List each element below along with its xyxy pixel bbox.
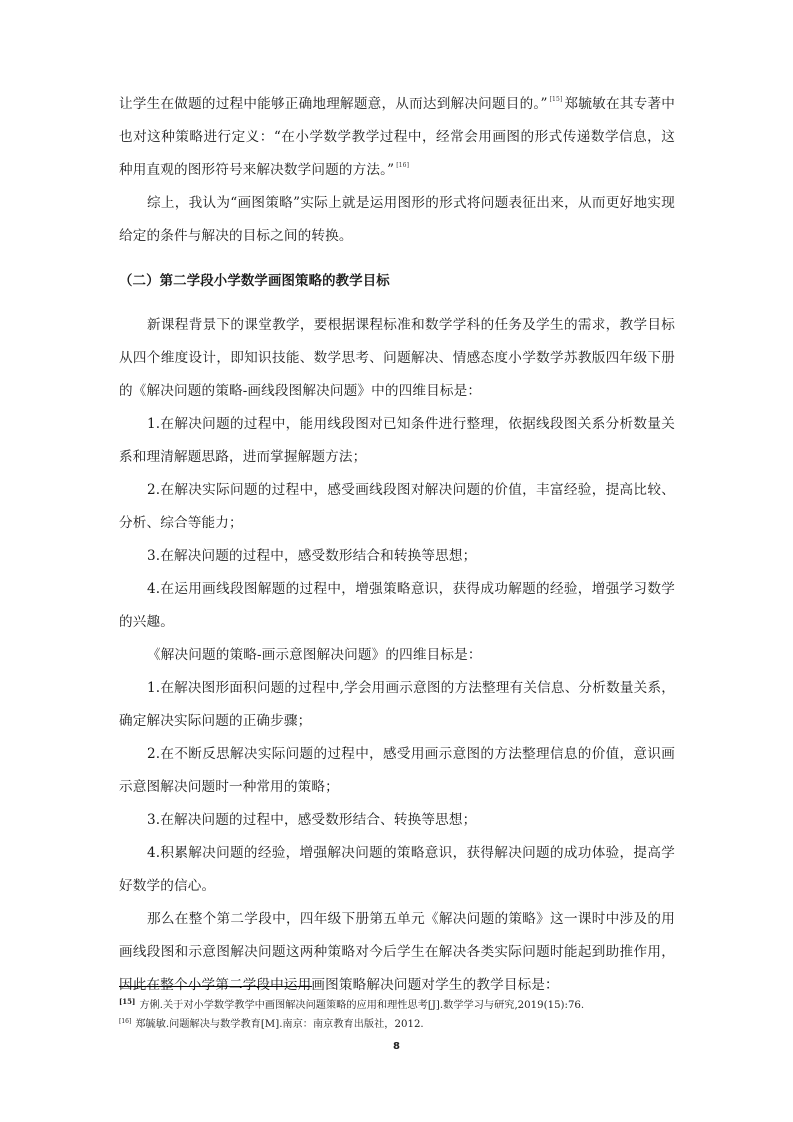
quote-text: 让学生在做题的过程中能够正确地理解题意，从而达到解决问题目的。” xyxy=(119,96,548,112)
citation-16: [16] xyxy=(396,162,410,169)
paragraph-conclusion: 那么在整个第二学段中，四年级下册第五单元《解决问题的策略》这一课时中涉及的用画线段图和示意图解决问题这两种策略对今后学生在解决各类实际问题时能起到助推作用，因此在整个小学第二学段中运用画图策略解决问题对学生的教学目标是： xyxy=(119,911,675,993)
body-text xyxy=(119,88,675,1002)
citation-15: [15] xyxy=(549,96,563,103)
section-heading: （二）第二学段小学数学画图策略的教学目标 xyxy=(119,274,390,289)
goal-item: 1.在解决问题的过程中，能用线段图对已知条件进行整理，依据线段图关系分析数量关系和理清解题思路，进而掌握解题方法； xyxy=(119,416,675,465)
footnote-mark: [15] xyxy=(119,997,136,1006)
goal-item: 2.在解决实际问题的过程中，感受画线段图对解决问题的价值，丰富经验，提高比较、分析、综合等能力； xyxy=(119,482,675,531)
goal-item: 3.在解决问题的过程中，感受数形结合、转换等思想； xyxy=(147,812,477,828)
footnote-text: 郑毓敏.问题解决与数学教育[M].南京：南京教育出版社，2012. xyxy=(135,1019,424,1030)
footnote-divider xyxy=(119,986,312,987)
paragraph-intro: 新课程背景下的课堂教学，要根据课程标准和数学学科的任务及学生的需求，教学目标从四个维度设计，即知识技能、数学思考、问题解决、情感态度小学数学苏教版四年级下册的《解决问题的策略-画线段图解决问题》中的四维目标是： xyxy=(119,317,675,399)
footnote-item xyxy=(119,994,679,1014)
definition-text: 郑毓敏在其专著中也对这种策略进行定义：“在小学数学教学过程中，经常会用画图的形式传递数学信息，这种用直观的图形符号来解决数学问题的方法。” xyxy=(119,96,676,178)
footnote-item xyxy=(119,1014,679,1033)
goal-item: 4.积累解决问题的经验，增强解决问题的策略意识，获得解决问题的成功体验，提高学好数学的信心。 xyxy=(119,845,675,894)
footnotes xyxy=(119,994,679,1033)
footnote-mark: [16] xyxy=(119,1018,132,1025)
paragraph-second-intro: 《解决问题的策略-画示意图解决问题》的四维目标是： xyxy=(147,647,482,663)
goal-item: 4.在运用画线段图解题的过程中，增强策略意识，获得成功解题的经验，增强学习数学的兴趣。 xyxy=(119,581,675,630)
footnote-text: 方俐.关于对小学数学教学中画图解决问题策略的应用和理性思考[J].数学学习与研究,2019(15):76. xyxy=(139,1000,585,1011)
paragraph-summary: 综上，我认为“画图策略”实际上就是运用图形的形式将问题表征出来，从而更好地实现给定的条件与解决的目标之间的转换。 xyxy=(119,195,675,244)
goal-item: 1.在解决图形面积问题的过程中,学会用画示意图的方法整理有关信息、分析数量关系，确定解决实际问题的正确步骤； xyxy=(119,680,675,729)
page-number: 8 xyxy=(393,1041,400,1052)
goal-item: 3.在解决问题的过程中，感受数形结合和转换等思想； xyxy=(147,548,477,564)
goal-item: 2.在不断反思解决实际问题的过程中，感受用画示意图的方法整理信息的价值，意识画示意图解决问题时一种常用的策略； xyxy=(119,746,675,795)
paragraph-quote-continuation xyxy=(119,88,675,187)
